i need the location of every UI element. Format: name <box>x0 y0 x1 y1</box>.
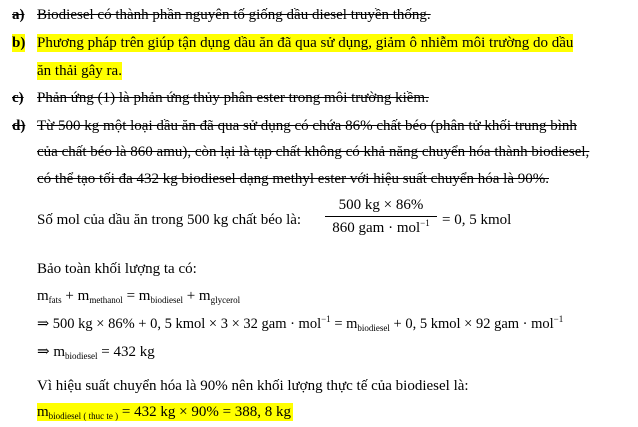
item-b-text-line2: ăn thải gây ra. <box>37 63 122 79</box>
item-b-text-line1: Phương pháp trên giúp tận dụng dầu ăn đã qua sử dụng, giảm ô nhiễm môi trường do dầu <box>37 35 574 51</box>
frac-numerator: 500 kg × 86% <box>338 197 424 213</box>
mol-label: Số mol của dầu ăn trong 500 kg chất béo là: <box>37 212 302 228</box>
item-d-text-line1: Từ 500 kg một loại dầu ăn đã qua sử dụng có chứa 86% chất béo (phân tử khối trung bình <box>37 118 577 134</box>
item-d-text-line3: có thể tạo tối đa 432 kg biodiesel dạng methyl ester với hiệu suất chuyển hóa là 90%. <box>37 171 549 187</box>
equation-1: $m_{fats} + m_{methanol} = m_{biodiesel} + m_{glycerol}$ <box>37 288 241 305</box>
frac-denominator: 860 gam · mol$^{-1}$ <box>332 218 430 236</box>
frac-bar <box>325 216 437 217</box>
equation-3: ⇒ $m_{biodiesel} = 432$ kg <box>37 344 155 361</box>
item-b-label: b) <box>12 35 26 51</box>
implies-icon: ⇒ <box>37 344 50 360</box>
item-a-text: Biodiesel có thành phần nguyên tố giống dầu diesel truyền thống. <box>37 7 431 23</box>
mol-fraction <box>325 196 437 237</box>
item-c-label: c) <box>12 90 24 106</box>
mass-conservation-label: Bảo toàn khối lượng ta có: <box>37 261 197 277</box>
efficiency-label: Vì hiệu suất chuyển hóa là 90% nên khối lượng thực tế của biodiesel là: <box>37 378 469 394</box>
item-a-label: a) <box>12 7 25 23</box>
equation-2: ⇒ 500 kg × 86% + 0, 5 kmol × 3 × 32 gam · $mol^{-1} = m_{biodiesel} + 0$, 5 kmol × 92 gam · mol$^{-1}$ <box>37 314 564 333</box>
final-answer: $m_{biodiesel ( thuc te )} = 432$ kg × 90% = 388, 8 kg <box>37 404 292 421</box>
item-c-text: Phản ứng (1) là phản ứng thủy phân ester trong môi trường kiềm. <box>37 90 429 106</box>
implies-icon: ⇒ <box>37 316 50 332</box>
item-d-text-line2: của chất béo là 860 amu), còn lại là tạp chất không có khả năng chuyển hóa thành biodiesel, <box>37 144 590 160</box>
mol-result: = 0, 5 kmol <box>442 212 512 228</box>
item-d-label: d) <box>12 118 26 134</box>
